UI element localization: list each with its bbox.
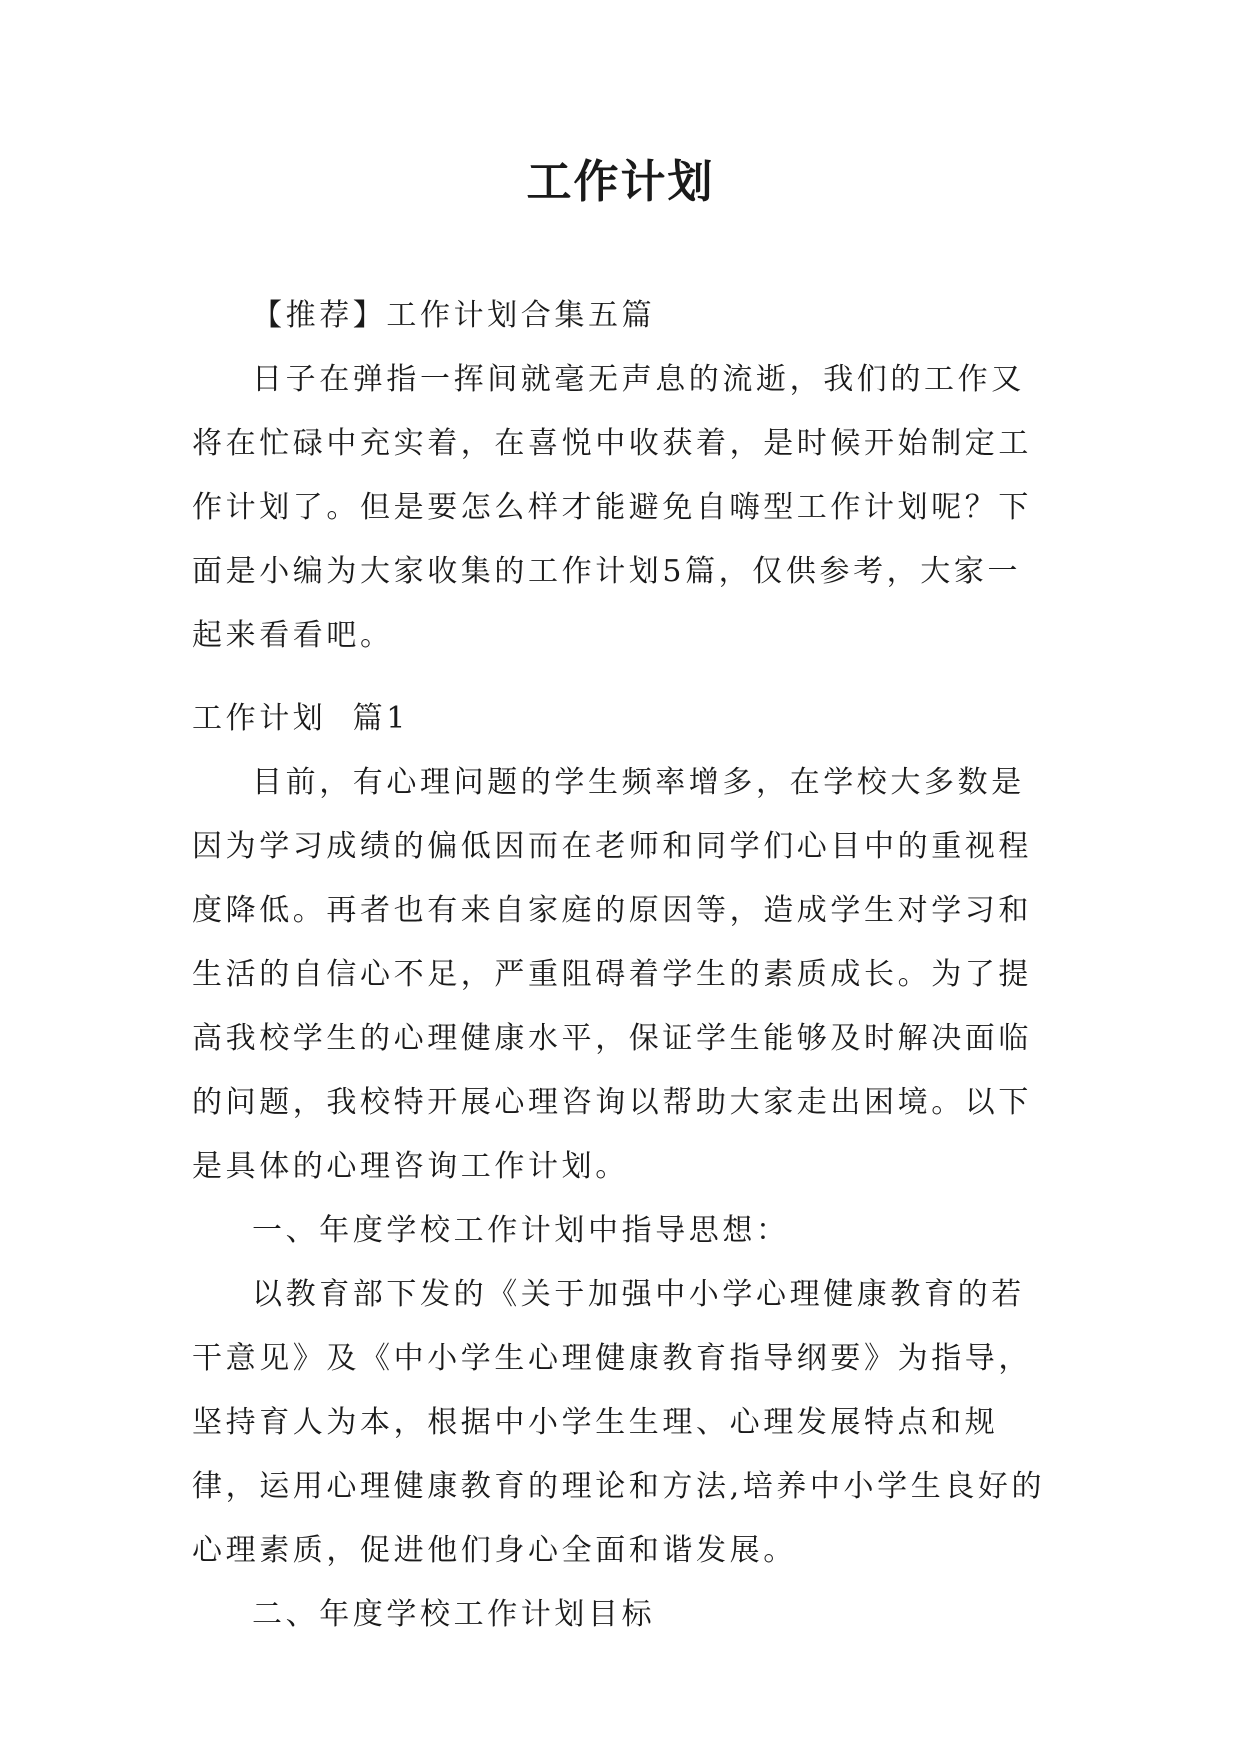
body-paragraph: 一、年度学校工作计划中指导思想： <box>252 1213 790 1248</box>
body-paragraph: 以教育部下发的《关于加强中小学心理健康教育的若干意见》及《中小学生心理健康教育指导纲要》为指导，坚持育人为本，根据中小学生生理、心理发展特点和规律，运用心理健康教育的理论和方法,培养中小学生良好的心理素质，促进他们身心全面和谐发展。 <box>192 1277 1046 1568</box>
intro-block <box>192 284 1052 668</box>
body-paragraph: 目前，有心理问题的学生频率增多，在学校大多数是因为学习成绩的偏低因而在老师和同学们心目中的重视程度降低。再者也有来自家庭的原因等，造成学生对学习和生活的自信心不足，严重阻碍着学生的素质成长。为了提高我校学生的心理健康水平，保证学生能够及时解决面临的问题，我校特开展心理咨询以帮助大家走出困境。以下是具体的心理咨询工作计划。 <box>192 765 1032 1184</box>
body-paragraph: 二、年度学校工作计划目标 <box>252 1597 656 1632</box>
document-subtitle: 【推荐】工作计划合集五篇 <box>252 298 656 333</box>
intro-paragraph: 日子在弹指一挥间就毫无声息的流逝，我们的工作又将在忙碌中充实着，在喜悦中收获着，是时候开始制定工作计划了。但是要怎么样才能避免自嗨型工作计划呢？下面是小编为大家收集的工作计划5篇，仅供参考，大家一起来看看吧。 <box>192 362 1032 653</box>
section-heading: 工作计划 篇1 <box>192 701 409 736</box>
section-block <box>192 687 1052 1647</box>
document-title: 工作计划 <box>526 155 715 208</box>
